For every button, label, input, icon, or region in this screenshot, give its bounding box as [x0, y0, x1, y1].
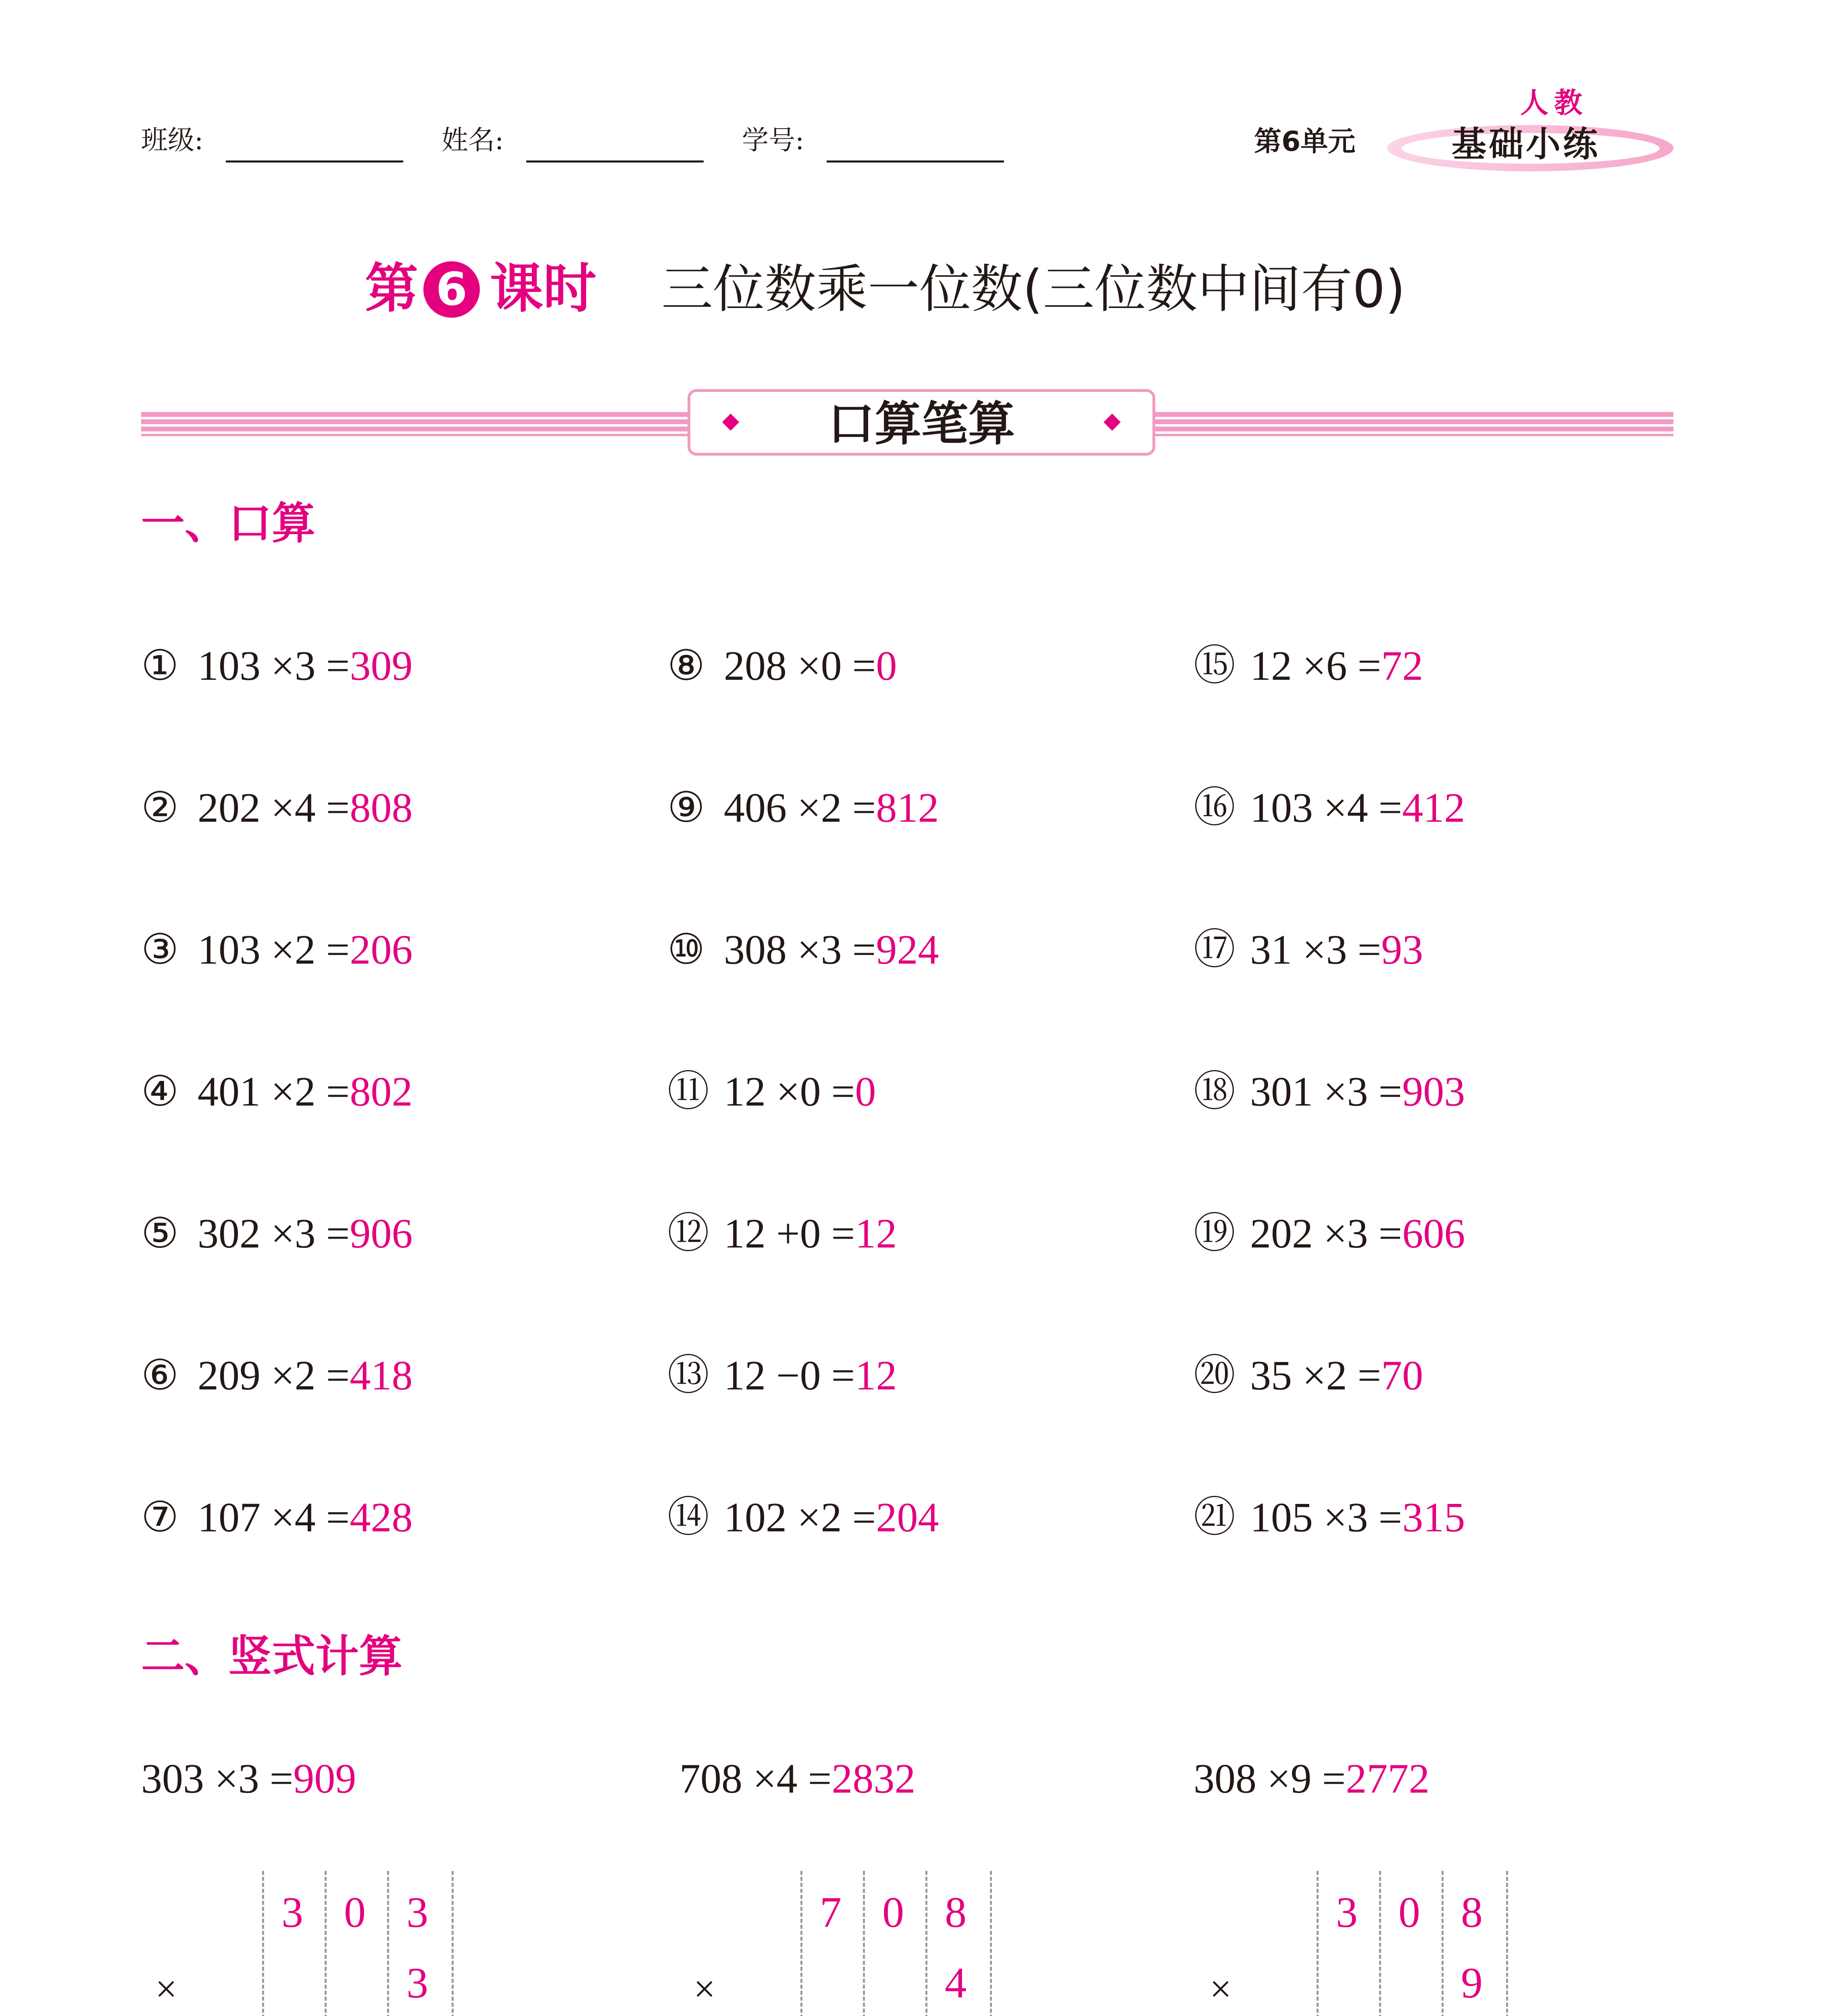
oral-item: ⑨ 406 ×2 =812 [667, 785, 939, 831]
answer[interactable]: 93 [1381, 927, 1423, 973]
oral-item: ㉑ 105 ×3 =315 [1194, 1494, 1465, 1541]
banner-stripe-right [1153, 412, 1673, 436]
oral-item: ② 202 ×4 =808 [141, 785, 413, 831]
answer[interactable]: 808 [350, 785, 413, 831]
oral-item: ⑭ 102 ×2 =204 [667, 1494, 939, 1541]
name-field[interactable] [526, 160, 704, 162]
oral-item: ⑧ 208 ×0 =0 [667, 643, 897, 689]
vertical-equation: 708 ×4 =2832 [679, 1756, 916, 1802]
oral-item: ④ 401 ×2 =802 [141, 1068, 413, 1115]
times-sign: × [694, 1967, 716, 2010]
answer[interactable]: 204 [876, 1494, 939, 1541]
answer[interactable]: 309 [350, 643, 413, 689]
vertical-equation: 308 ×9 =2772 [1194, 1756, 1430, 1802]
top-digit: 7 [820, 1889, 842, 1937]
mid-digit: 3 [406, 1959, 428, 2007]
grid-divider [990, 1871, 992, 2016]
mid-digit: 9 [1461, 1959, 1483, 2007]
answer[interactable]: 812 [876, 785, 939, 831]
top-digit: 8 [945, 1889, 967, 1937]
answer[interactable]: 12 [855, 1352, 897, 1399]
page-title: 三位数乘一位数(三位数中间有0) [661, 259, 1406, 319]
vertical-heading: 二、竖式计算 [141, 1631, 403, 1682]
answer[interactable]: 802 [350, 1068, 413, 1115]
brand-top: 人教 [1520, 86, 1588, 119]
section-banner [688, 389, 1155, 456]
oral-item: ⑰ 31 ×3 =93 [1194, 927, 1423, 973]
times-sign: × [1210, 1967, 1232, 2010]
oral-item: ① 103 ×3 =309 [141, 643, 413, 689]
lesson-number-badge: 6 [423, 261, 480, 318]
brand-logo [1387, 81, 1677, 173]
id-field[interactable] [827, 160, 1004, 162]
oral-item: ⑬ 12 −0 =12 [667, 1352, 897, 1399]
times-sign: × [155, 1967, 177, 2010]
answer[interactable]: 412 [1402, 785, 1465, 831]
answer[interactable]: 0 [876, 643, 897, 689]
banner-stripe-left [141, 412, 690, 436]
grid-divider [1506, 1871, 1508, 2016]
oral-item: ⑱ 301 ×3 =903 [1194, 1068, 1465, 1115]
vertical-equation: 303 ×3 =909 [141, 1756, 356, 1802]
answer[interactable]: 418 [350, 1352, 413, 1399]
class-field[interactable] [226, 160, 403, 162]
top-digit: 0 [344, 1889, 366, 1937]
oral-item: ⑦ 107 ×4 =428 [141, 1494, 413, 1541]
answer[interactable]: 606 [1402, 1210, 1465, 1257]
answer[interactable]: 70 [1381, 1352, 1423, 1399]
lesson-prefix: 第 [365, 258, 418, 320]
oral-item: ⑯ 103 ×4 =412 [1194, 785, 1465, 831]
answer[interactable]: 12 [855, 1210, 897, 1257]
answer[interactable]: 924 [876, 927, 939, 973]
oral-item: ⑤ 302 ×3 =906 [141, 1210, 413, 1257]
vertical-calc-grid [1194, 1871, 1540, 2016]
id-label: 学号: [742, 125, 804, 156]
oral-item: ③ 103 ×2 =206 [141, 927, 413, 973]
top-digit: 3 [406, 1889, 428, 1937]
answer[interactable]: 315 [1402, 1494, 1465, 1541]
mid-digit: 4 [945, 1959, 967, 2007]
oral-item: ⑫ 12 +0 =12 [667, 1210, 897, 1257]
top-digit: 3 [281, 1889, 303, 1937]
top-digit: 0 [882, 1889, 904, 1937]
vertical-calc-grid [677, 1871, 1024, 2016]
answer[interactable]: 206 [350, 927, 413, 973]
answer[interactable]: 72 [1381, 643, 1423, 689]
answer[interactable]: 428 [350, 1494, 413, 1541]
oral-item: ⑳ 35 ×2 =70 [1194, 1352, 1423, 1399]
oral-heading: 一、口算 [141, 498, 316, 549]
oral-item: ⑥ 209 ×2 =418 [141, 1352, 413, 1399]
class-label: 班级: [141, 125, 204, 156]
banner-label: 口算笔算 [828, 397, 1015, 451]
brand-main: 基础小练 [1452, 124, 1600, 165]
answer[interactable]: 2772 [1346, 1756, 1430, 1802]
top-digit: 8 [1461, 1889, 1483, 1937]
top-digit: 3 [1336, 1889, 1358, 1937]
grid-divider [452, 1871, 454, 2016]
oral-item: ⑲ 202 ×3 =606 [1194, 1210, 1465, 1257]
vertical-calc-grid [139, 1871, 486, 2016]
answer[interactable]: 2832 [831, 1756, 916, 1802]
oral-item: ⑪ 12 ×0 =0 [667, 1068, 876, 1115]
unit-label: 第6单元 [1254, 126, 1356, 158]
lesson-suffix: 课时 [490, 258, 596, 320]
answer[interactable]: 906 [350, 1210, 413, 1257]
oral-item: ⑩ 308 ×3 =924 [667, 927, 939, 973]
oral-item: ⑮ 12 ×6 =72 [1194, 643, 1423, 689]
answer[interactable]: 909 [293, 1756, 356, 1802]
top-digit: 0 [1398, 1889, 1420, 1937]
answer[interactable]: 903 [1402, 1068, 1465, 1115]
name-label: 姓名: [442, 125, 504, 156]
answer[interactable]: 0 [855, 1068, 876, 1115]
